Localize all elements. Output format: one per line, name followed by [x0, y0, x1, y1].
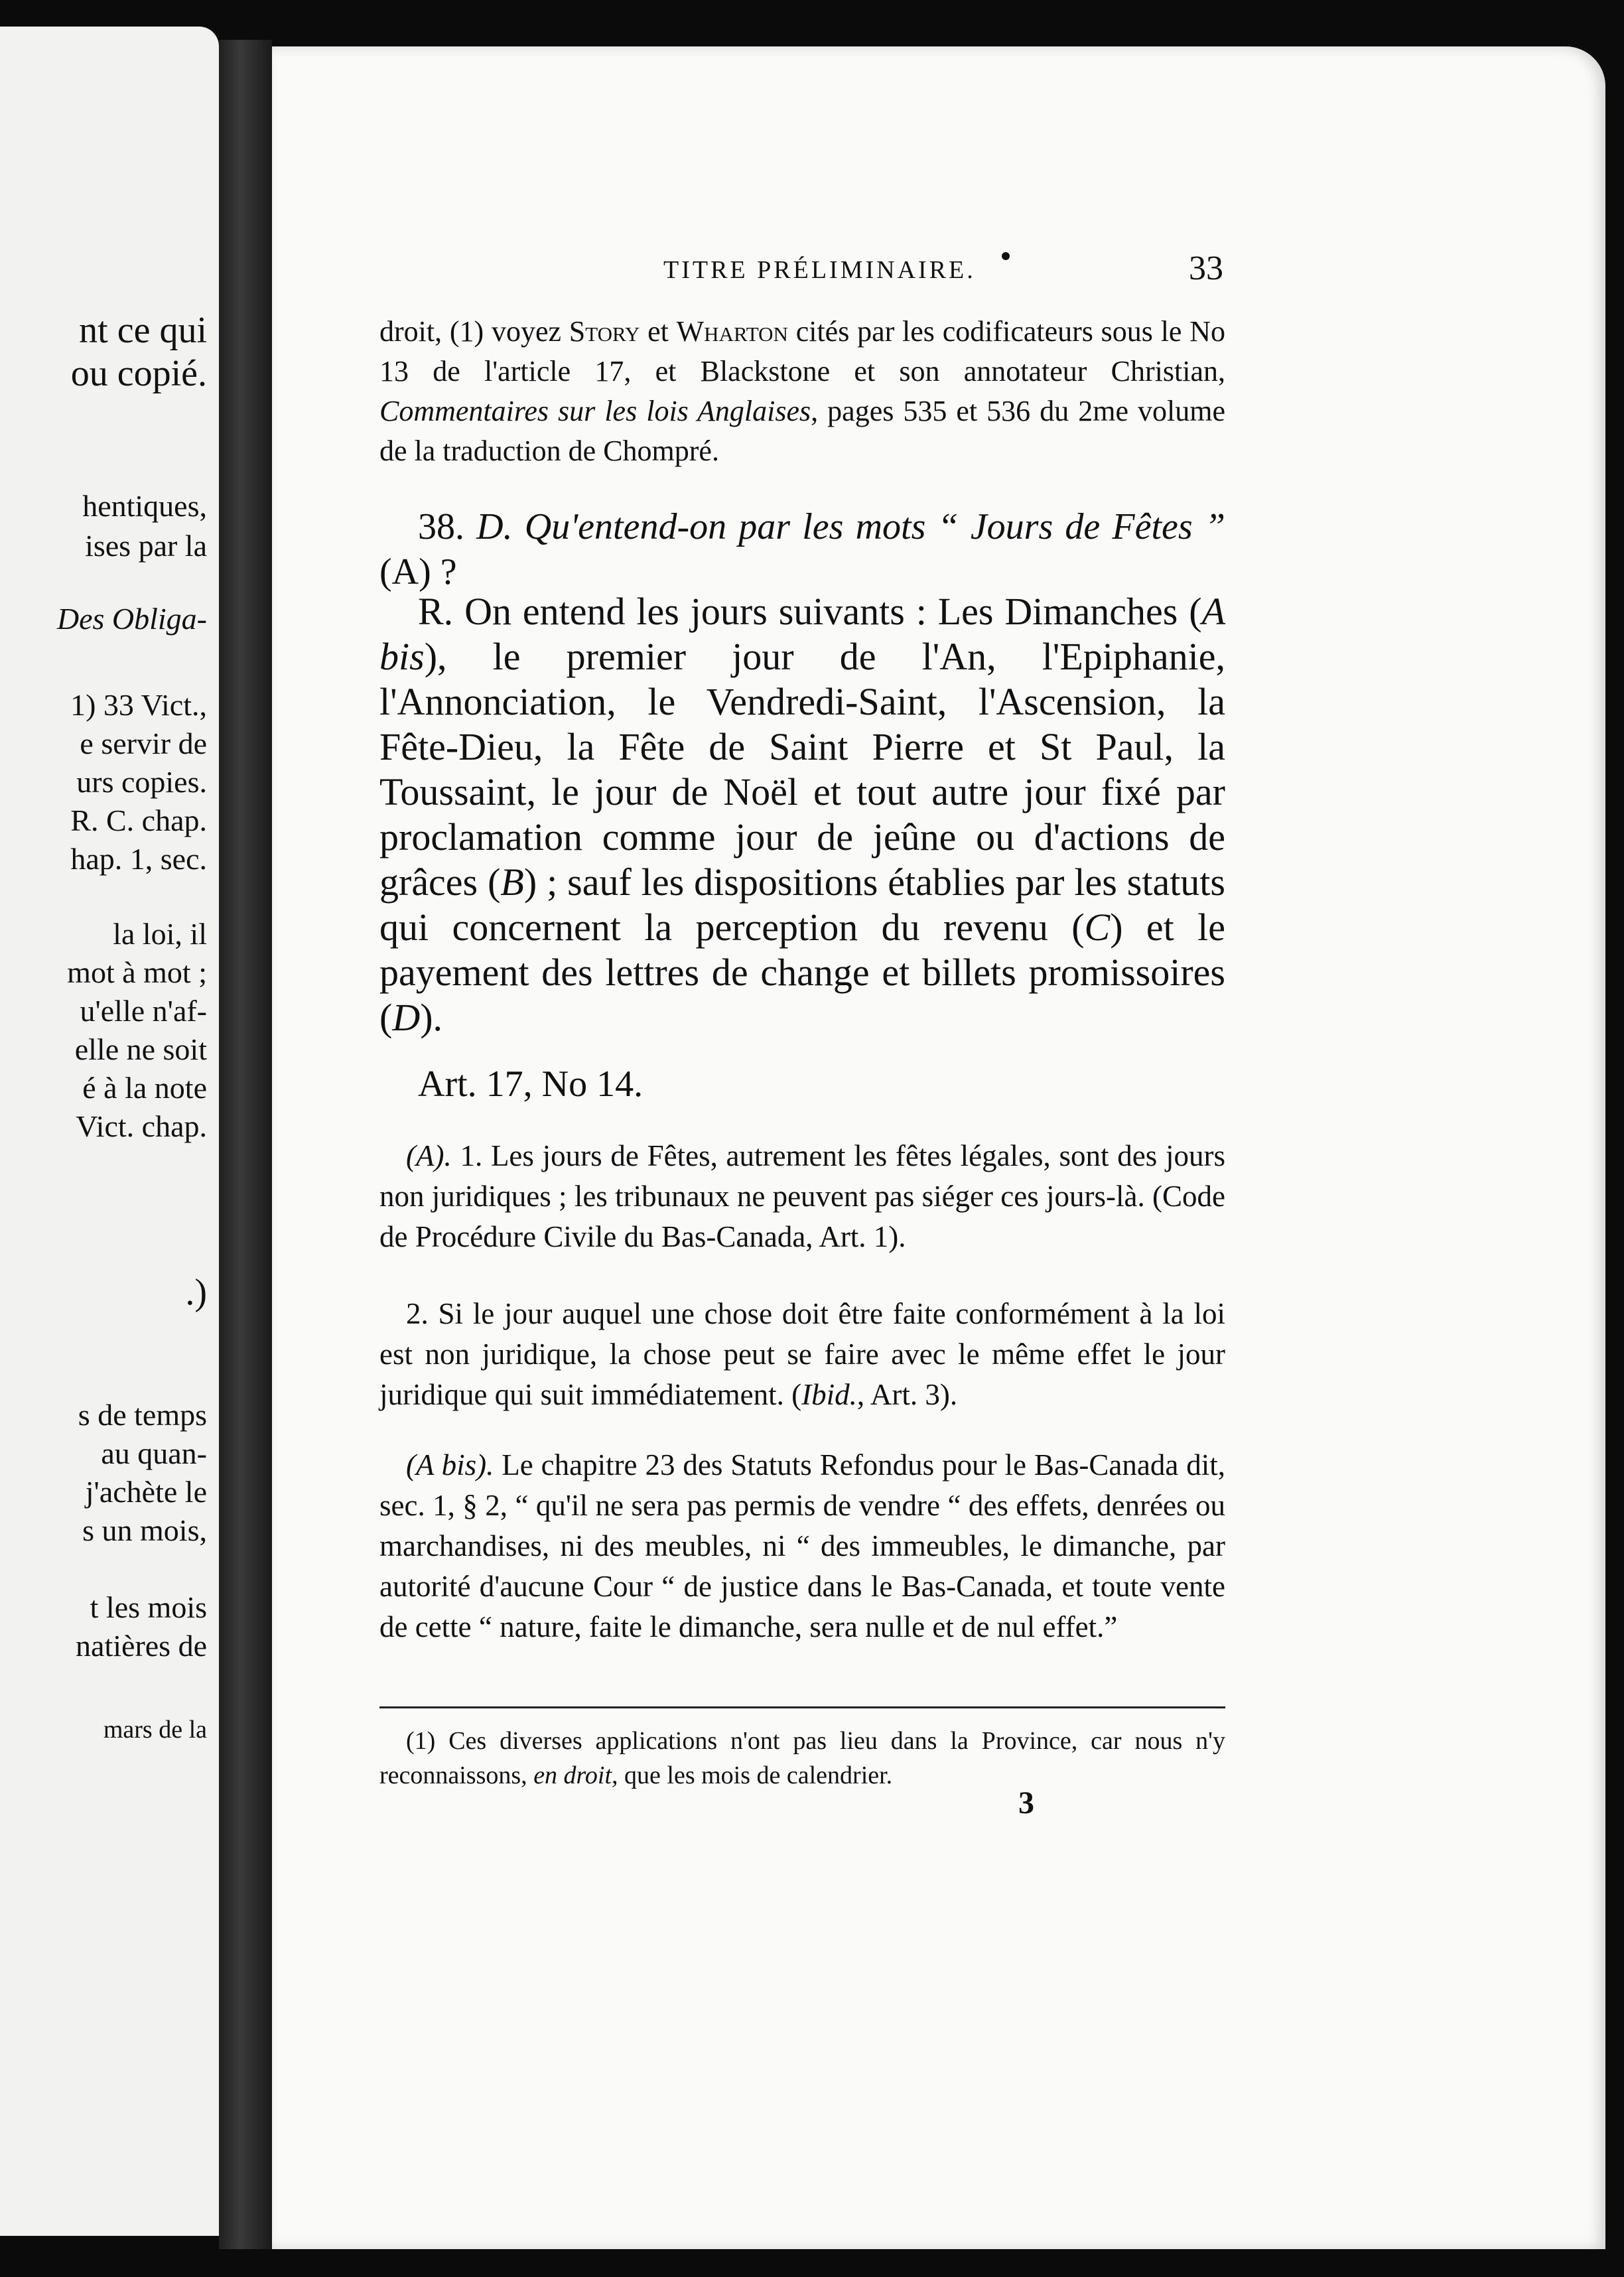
note-a-bis — [379, 1445, 1225, 1647]
left-line: e servir de — [80, 726, 207, 760]
footnote-italic: en droit — [533, 1761, 612, 1789]
author-name-story: Story — [569, 315, 640, 348]
left-facing-page-fragment — [0, 27, 219, 2236]
note-a-2 — [379, 1294, 1225, 1415]
text-span: ), le premier jour de l'An, l'Epiphanie, l'Annonciation, le Vendredi-Saint, l'Ascension, la Fête-Dieu, la Fête de Saint Pierre et St Paul, la Toussaint, le jour de Noël et tout autre jour fixé par proclamation comme jour de jeûne ou d'actions de grâces ( — [379, 635, 1225, 904]
left-line: hentiques, — [82, 489, 207, 523]
note-ref-a: (A) ? — [379, 551, 457, 592]
note-a-1 — [379, 1136, 1225, 1257]
text-span: ) ; sauf les dispositions établies par les statuts qui concernent la perception du revenu ( — [379, 861, 1225, 949]
text-span: et — [640, 315, 677, 348]
answer-38 — [379, 589, 1225, 1040]
note-label: (A). — [406, 1139, 452, 1172]
question-marker: D. — [476, 506, 513, 547]
note-ref-d: D — [392, 996, 421, 1039]
text-span: droit, (1) voyez — [379, 315, 569, 348]
book-gutter — [219, 40, 272, 2249]
running-head: TITRE PRÉLIMINAIRE. — [663, 256, 976, 284]
question-number: 38. — [418, 506, 477, 547]
note-text: Le chapitre 23 des Statuts Refondus pour le Bas-Canada dit, sec. 1, § 2, “ qu'il ne sera pas permis de vendre “ des effets, denrées ou marchandises, ni des meubles, ni “ des immeubles, le dimanche, par autorité d'aucune Cour “ de justice dans le Bas-Canada, et toute vente de cette “ nature, faite le dimanche, sera nulle et de nul effet.” — [379, 1448, 1225, 1643]
left-line: 1) 33 Vict., — [70, 688, 207, 722]
question-text: Qu'entend-on par les mots “ Jours de Fêtes ” — [512, 506, 1225, 547]
note-label: (A bis). — [406, 1448, 494, 1482]
left-line: mars de la — [103, 1716, 207, 1744]
answer-marker: R. — [418, 590, 465, 633]
left-line: nt ce qui — [79, 310, 207, 351]
left-line: s de temps — [78, 1398, 207, 1432]
text-span: cités par les codificateurs sous le No 13 de l'article 17, et Blackstone et son annotateur Christian, — [379, 315, 1225, 387]
left-line: .) — [185, 1272, 207, 1313]
left-line: elle ne soit — [74, 1032, 207, 1066]
left-line: mot à mot ; — [67, 955, 207, 989]
author-name-wharton: Wharton — [676, 315, 788, 348]
ibid: Ibid. — [801, 1378, 857, 1411]
left-line: au quan- — [101, 1436, 207, 1470]
note-text: , Art. 3). — [856, 1378, 958, 1411]
text-span: ) et le payement des lettres de change et billets promissoires ( — [379, 906, 1226, 1039]
note-ref-abis: A bis — [379, 590, 1225, 678]
left-line: urs copies. — [76, 765, 207, 799]
left-line: R. C. chap. — [70, 803, 207, 837]
left-line: Vict. chap. — [76, 1109, 207, 1143]
left-line: natières de — [76, 1629, 207, 1663]
left-line: Des Obliga- — [56, 602, 207, 636]
left-line: la loi, il — [113, 917, 207, 951]
text-span: , pages 535 et 536 du 2me volume de la traduction de Chompré. — [379, 395, 1225, 467]
text-span: ). — [420, 996, 443, 1039]
note-ref-b: B — [500, 861, 524, 904]
note-text: 2. Si le jour auquel une chose doit être faite conformément à la loi est non juridique, la chose peut se faire avec le même effet le jour juridique qui suit immédiatement. ( — [379, 1297, 1225, 1411]
left-line: t les mois — [90, 1590, 207, 1624]
question-38 — [379, 504, 1225, 594]
article-reference: Art. 17, No 14. — [418, 1064, 643, 1105]
left-line: j'achète le — [85, 1475, 207, 1509]
left-line: é à la note — [82, 1071, 207, 1105]
left-line: hap. 1, sec. — [70, 842, 207, 876]
left-line: ises par la — [85, 529, 207, 563]
footnote-1 — [379, 1724, 1225, 1793]
left-line: s un mois, — [82, 1513, 207, 1547]
book-title: Commentaires sur les lois Anglaises — [379, 395, 811, 427]
page-number: 33 — [1189, 249, 1223, 287]
left-line: ou copié. — [70, 353, 207, 394]
footnote-rule — [379, 1706, 1225, 1708]
note-ref-c: C — [1084, 906, 1111, 949]
text-span: On entend les jours suivants : Les Dimanches ( — [464, 590, 1202, 633]
footnote-text: (1) Ces diverses applications n'ont pas lieu dans la Province, car nous n'y reconnaissons, — [379, 1727, 1225, 1789]
footnote-text: , que les mois de calendrier. — [612, 1761, 893, 1789]
note-text: 1. Les jours de Fêtes, autrement les fêtes légales, sont des jours non juridiques ; les tribunaux ne peuvent pas siéger ces jours-là. (Code de Procédure Civile du Bas-Canada, Art. 1). — [379, 1139, 1225, 1253]
signature-mark: 3 — [1018, 1785, 1034, 1821]
continuation-paragraph — [379, 312, 1225, 471]
left-line: u'elle n'af- — [80, 994, 207, 1028]
printer-dot-mark — [1002, 252, 1010, 260]
